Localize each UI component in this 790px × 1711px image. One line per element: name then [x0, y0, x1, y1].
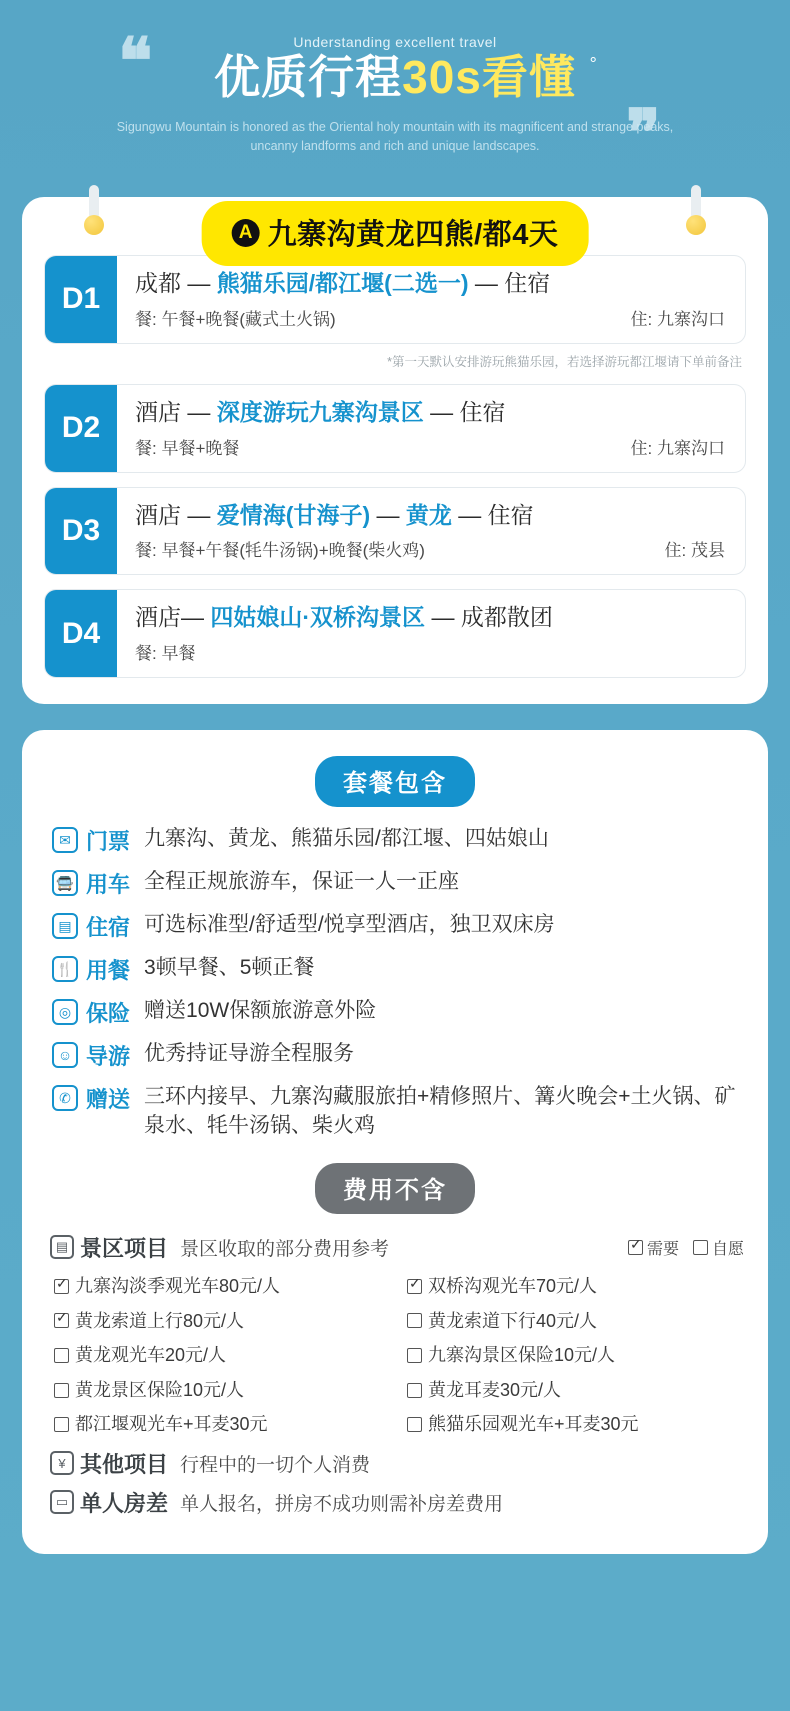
table-row: [44, 589, 746, 678]
option-label: 九寨沟景区保险10元/人: [428, 1345, 616, 1366]
table-row: [44, 255, 746, 344]
day-tag: D3: [45, 488, 117, 575]
day-tag: D4: [45, 590, 117, 677]
day-route: [135, 398, 729, 427]
list-item: [46, 868, 744, 899]
degree-mark: °: [589, 54, 598, 74]
list-item[interactable]: [407, 1271, 744, 1302]
list-item[interactable]: [54, 1375, 391, 1406]
day-meal: 餐: 午餐+晚餐(藏式土火锅): [135, 309, 336, 329]
car-icon: 🚍: [52, 870, 78, 896]
header-english-top: Understanding excellent travel: [293, 34, 497, 50]
package-card: [22, 730, 768, 1554]
excludes-other-title: 其他项目: [80, 1451, 169, 1477]
option-checkbox[interactable]: [407, 1417, 422, 1432]
guide-icon: ☺: [52, 1042, 78, 1068]
list-item[interactable]: [54, 1271, 391, 1302]
day-route: [135, 603, 729, 632]
headline-highlight: 30s: [402, 51, 482, 103]
excludes-flags: [628, 1236, 744, 1259]
insurance-icon: ◎: [52, 999, 78, 1025]
itinerary-title-badge: [202, 201, 589, 266]
include-text: 优秀持证导游全程服务: [144, 1042, 355, 1065]
day-stay: 住: 茂县: [664, 541, 725, 561]
excludes-single-title: 单人房差: [80, 1490, 169, 1516]
yuan-icon: ¥: [50, 1451, 74, 1475]
day-meal: 餐: 早餐+午餐(牦牛汤锅)+晚餐(柴火鸡): [135, 541, 425, 561]
option-label: 黄龙索道上行80元/人: [75, 1310, 245, 1331]
day-stay: 住: 九寨沟口: [630, 438, 725, 458]
day-stay: 住: 九寨沟口: [630, 309, 725, 329]
route-prefix: 酒店 —: [135, 501, 217, 528]
list-item: [46, 1083, 744, 1141]
list-item[interactable]: [407, 1375, 744, 1406]
day-body: [117, 488, 745, 575]
list-item[interactable]: [407, 1340, 744, 1371]
include-label: 住宿: [86, 915, 131, 940]
include-text: 可选标准型/舒适型/悦享型酒店，独卫双床房: [144, 913, 555, 936]
route-highlight: 四姑娘山·双桥沟景区: [210, 604, 426, 631]
day-meal: 餐: 早餐+晚餐: [135, 438, 240, 458]
option-label: 黄龙景区保险10元/人: [75, 1379, 245, 1400]
include-text: 赠送10W保额旅游意外险: [144, 999, 377, 1022]
option-label: 黄龙观光车20元/人: [75, 1345, 227, 1366]
list-item: [46, 954, 744, 985]
flag-required-label: 需要: [646, 1240, 679, 1258]
option-checkbox[interactable]: [54, 1279, 69, 1294]
option-checkbox[interactable]: [54, 1417, 69, 1432]
scenic-options-grid: [54, 1271, 744, 1440]
option-label: 九寨沟淡季观光车80元/人: [75, 1275, 281, 1296]
list-item[interactable]: [54, 1409, 391, 1440]
route-suffix: — 住宿: [468, 270, 551, 296]
route-highlight-2: 黄龙: [405, 501, 452, 528]
table-row: [44, 384, 746, 473]
excludes-single-row: [50, 1487, 744, 1518]
headline-cn-first: 优质行程: [214, 51, 403, 103]
list-item: [46, 825, 744, 856]
excludes-other-row: [50, 1448, 744, 1479]
day-tag: D2: [45, 385, 117, 472]
option-checkbox[interactable]: [407, 1279, 422, 1294]
route-middle: —: [370, 501, 406, 528]
include-text: 三环内接早、九寨沟藏服旅拍+精修照片、篝火晚会+土火锅、矿泉水、牦牛汤锅、柴火鸡: [144, 1085, 736, 1137]
flag-optional-label: 自愿: [711, 1240, 744, 1258]
badge-letter: A: [232, 219, 260, 247]
route-suffix: — 成都散团: [425, 604, 553, 631]
include-label: 用餐: [86, 958, 131, 983]
list-item[interactable]: [54, 1340, 391, 1371]
quote-open-icon: ❝: [118, 24, 153, 99]
itinerary-card: [22, 197, 768, 704]
day-body: [117, 590, 745, 677]
bed-icon: ▭: [50, 1490, 74, 1514]
include-label: 用车: [86, 872, 131, 897]
pin-right-icon: [686, 185, 706, 241]
route-prefix: 成都 —: [135, 270, 217, 296]
excludes-other-sub: 行程中的一切个人消费: [180, 1454, 371, 1476]
include-text: 九寨沟、黄龙、熊猫乐园/都江堰、四姑娘山: [144, 827, 549, 850]
option-checkbox[interactable]: [54, 1383, 69, 1398]
day-route: [135, 501, 729, 530]
include-label: 门票: [86, 829, 131, 854]
day-body: [117, 385, 745, 472]
meal-icon: 🍴: [52, 956, 78, 982]
option-label: 黄龙耳麦30元/人: [428, 1379, 562, 1400]
excludes-scenic-head: [50, 1232, 744, 1263]
route-highlight: 爱情海(甘海子): [216, 501, 371, 528]
gift-icon: ✆: [52, 1085, 78, 1111]
table-row: [44, 487, 746, 576]
includes-title: 套餐包含: [315, 756, 475, 807]
excludes-single-sub: 单人报名，拼房不成功则需补房差费用: [180, 1493, 504, 1515]
checkbox-optional[interactable]: [693, 1240, 708, 1255]
list-item: [46, 911, 744, 942]
list-item: [46, 1040, 744, 1071]
itinerary-title: 九寨沟黄龙四熊/都4天: [267, 219, 559, 251]
flag-required[interactable]: [628, 1236, 679, 1259]
headline-cn-second: 看懂: [481, 51, 576, 103]
page-title: [214, 51, 598, 104]
excludes-scenic-title: 景区项目: [80, 1235, 169, 1261]
option-checkbox[interactable]: [54, 1348, 69, 1363]
header-english-sub: Sigungwu Mountain is honored as the Oriental holy mountain with its magnificent and strange peaks, uncanny landforms and rich and unique landscapes.: [116, 119, 674, 153]
option-label: 双桥沟观光车70元/人: [428, 1275, 598, 1296]
option-label: 都江堰观光车+耳麦30元: [75, 1414, 268, 1435]
excludes-scenic-block: [46, 1232, 744, 1440]
day-route: [135, 269, 729, 298]
route-prefix: 酒店 —: [135, 398, 217, 425]
include-text: 全程正规旅游车，保证一人一正座: [144, 870, 460, 893]
day-body: [117, 256, 745, 343]
option-label: 黄龙索道下行40元/人: [428, 1310, 598, 1331]
flag-optional[interactable]: [693, 1236, 744, 1259]
day-meal: 餐: 早餐: [135, 644, 196, 663]
option-checkbox[interactable]: [407, 1313, 422, 1328]
route-prefix: 酒店—: [135, 604, 211, 631]
itinerary-note: *第一天默认安排游玩熊猫乐园，若选择游玩都江堰请下单前备注: [387, 354, 742, 369]
option-checkbox[interactable]: [407, 1348, 422, 1363]
day-meal-line: [135, 536, 729, 561]
list-item[interactable]: [54, 1306, 391, 1337]
option-label: 熊猫乐园观光车+耳麦30元: [428, 1414, 639, 1435]
include-text: 3顿早餐、5顿正餐: [144, 956, 315, 979]
include-label: 赠送: [86, 1087, 131, 1112]
include-label: 保险: [86, 1001, 131, 1026]
list-item: [46, 997, 744, 1028]
excludes-scenic-sub: 景区收取的部分费用参考: [180, 1238, 390, 1260]
list-item[interactable]: [407, 1306, 744, 1337]
day-meal-line: [135, 305, 729, 330]
poster-header: [0, 0, 790, 175]
quote-close-icon: ❝: [625, 67, 660, 142]
scenic-icon: ▤: [50, 1235, 74, 1259]
list-item[interactable]: [407, 1409, 744, 1440]
include-label: 导游: [86, 1044, 131, 1069]
day-meal-line: [135, 434, 729, 459]
option-checkbox[interactable]: [54, 1313, 69, 1328]
route-highlight: 熊猫乐园/都江堰(二选一): [216, 270, 469, 296]
route-suffix: — 住宿: [451, 501, 534, 528]
ticket-icon: ✉: [52, 827, 78, 853]
pin-left-icon: [84, 185, 104, 241]
route-highlight: 深度游玩九寨沟景区: [216, 398, 424, 425]
option-checkbox[interactable]: [407, 1383, 422, 1398]
day-meal-line: [135, 639, 729, 664]
hotel-icon: ▤: [52, 913, 78, 939]
route-suffix: — 住宿: [423, 398, 506, 425]
checkbox-required[interactable]: [628, 1240, 643, 1255]
excludes-title: 费用不含: [315, 1163, 475, 1214]
day-tag: D1: [45, 256, 117, 343]
